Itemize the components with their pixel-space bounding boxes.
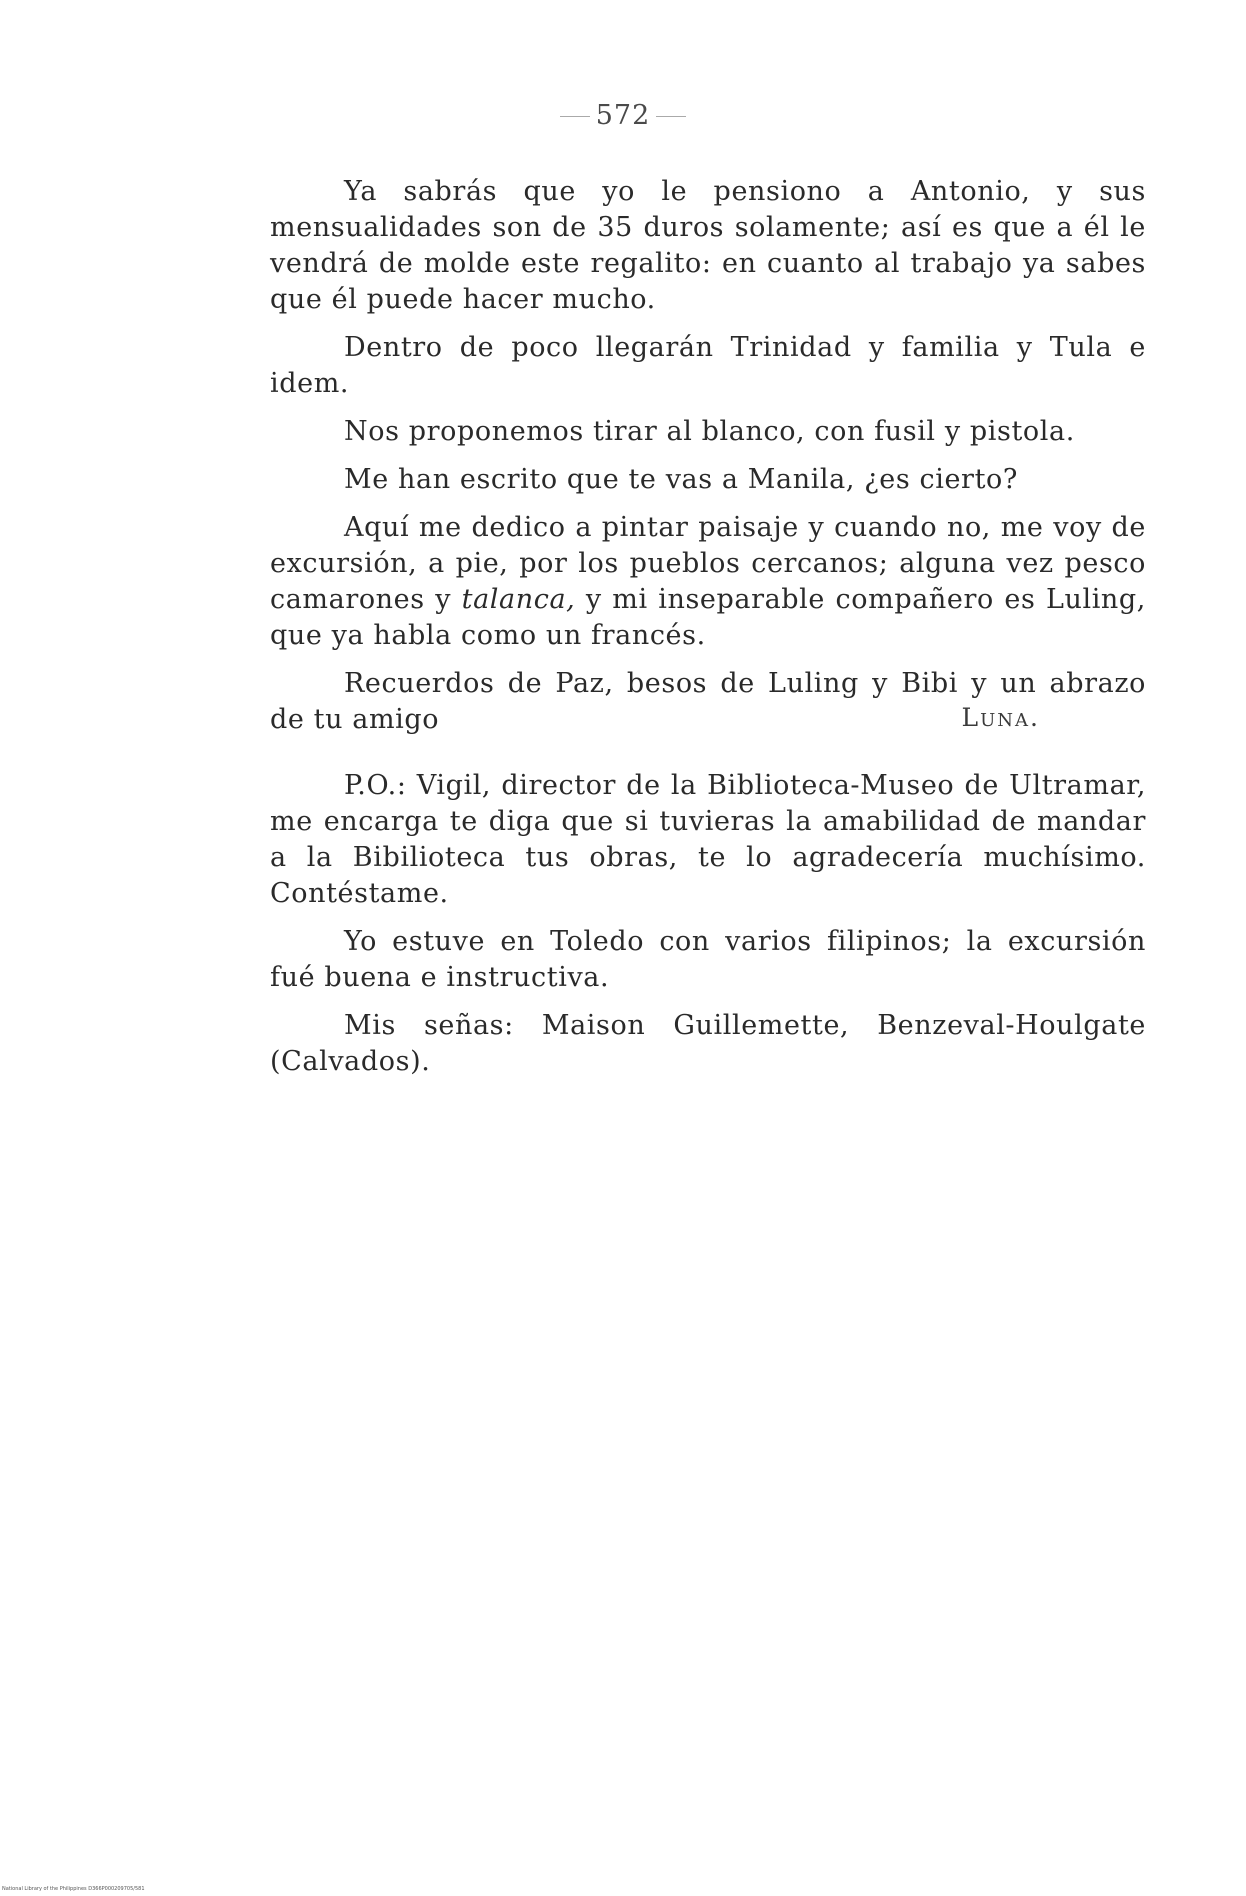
page-number xyxy=(0,100,1246,131)
postscript-paragraph-1: P.O.: Vigil, director de la Biblioteca-Museo de Ultramar, me encarga te diga que si tuvieras la amabilidad de mandar a la Bibilioteca tus obras, te lo agradecería muchísimo. Contéstame. xyxy=(270,770,1146,909)
postscript-paragraph-2: Yo estuve en Toledo con varios filipinos; la excursión fué buena e instructiva. xyxy=(270,926,1146,993)
letter-paragraph-5-end: y mi inseparable compañero es Luling, que ya habla como un francés. xyxy=(270,584,1146,651)
letter-paragraph-2: Dentro de poco llegarán Trinidad y familia y Tula e idem. xyxy=(270,332,1146,399)
page-number-text: 572 xyxy=(595,100,651,131)
postscript xyxy=(270,768,1146,1080)
page-number-dash-right xyxy=(656,116,686,117)
signature: Luna. xyxy=(961,703,1040,732)
page-number-dash-left xyxy=(560,116,590,117)
letter-paragraph-4: Me han escrito que te vas a Manila, ¿es cierto? xyxy=(344,464,1018,495)
footer-note: National Library of the Philippines D366P000209705/581 xyxy=(2,1886,145,1892)
letter-paragraph-5-start: Aquí me dedico a pintar paisaje y cuando no, me voy de excursión, a pie, por los pueblos cercanos; alguna vez pesco camarones y xyxy=(270,512,1146,615)
letter-paragraph-3: Nos proponemos tirar al blanco, con fusil y pistola. xyxy=(344,416,1075,447)
letter-paragraph-5 xyxy=(270,510,1146,654)
postscript-paragraph-3: Mis señas: Maison Guillemette, Benzeval-Houlgate (Calvados). xyxy=(270,1010,1146,1077)
letter-body xyxy=(270,174,1146,738)
letter-paragraph-6: Recuerdos de Paz, besos de Luling y Bibi y un abrazo de tu amigo xyxy=(270,668,1146,735)
letter-paragraph-5-italic: talanca, xyxy=(461,584,576,615)
letter-paragraph-1: Ya sabrás que yo le pensiono a Antonio, y sus mensualidades son de 35 duros solamente; así es que a él le vendrá de molde este regalito: en cuanto al trabajo ya sabes que él puede hacer mucho. xyxy=(270,176,1146,315)
